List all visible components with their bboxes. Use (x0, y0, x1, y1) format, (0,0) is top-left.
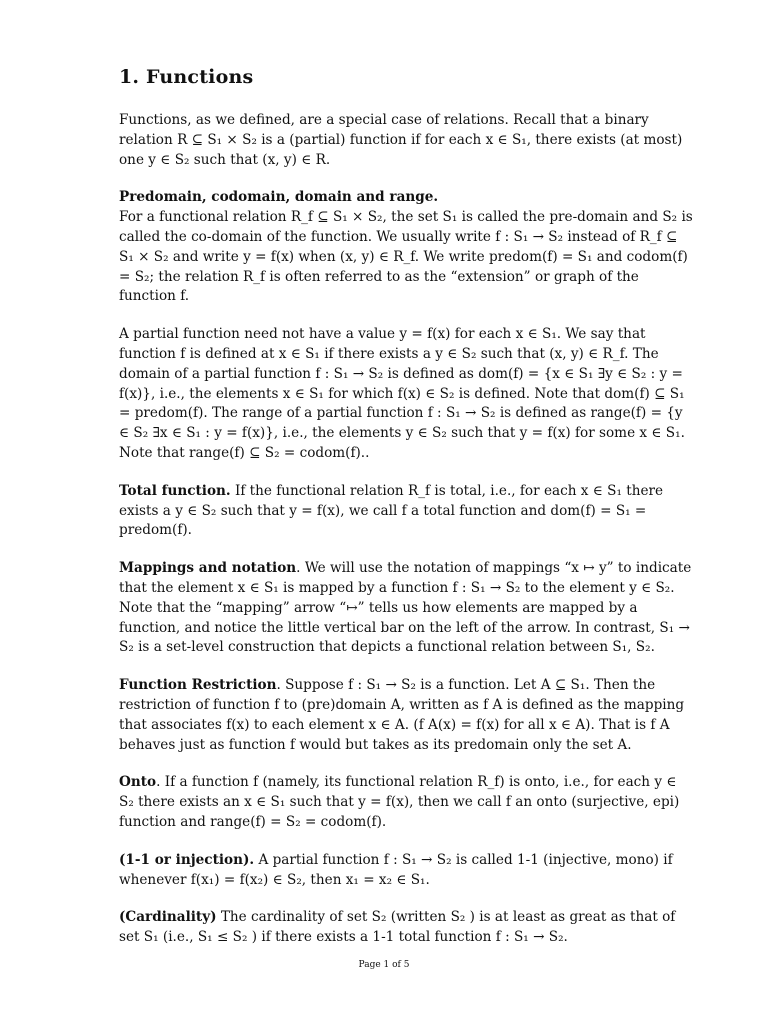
paragraph-restriction (119, 676, 694, 755)
page-number: Page 1 of 5 (358, 960, 410, 970)
paragraph-predomain (119, 188, 694, 307)
paragraph-text: Functions, as we defined, are a special case of relations. Recall that a binary relation R ⊆ S₁ × S₂ is a (partial) function if for each x ∈ S₁, there exists (at most) one y ∈ S₂ such that (x, y) ∈ R. (119, 112, 683, 168)
paragraph-mappings (119, 559, 694, 658)
paragraph-partial-function (119, 325, 694, 464)
paragraph-text: For a functional relation R_f ⊆ S₁ × S₂, the set S₁ is called the pre-domain and S₂ is called the co-domain of the function. We usually write f : S₁ → S₂ instead of R_f ⊆ S₁ × S₂ and write y = f(x) when (x, y) ∈ R_f. We write predom(f) = S₁ and codom(f) = S₂; the relation R_f is often referred to as the “extension” or graph of the function f. (119, 209, 693, 305)
paragraph-text: The cardinality of set S₂ (written S₂ ) is at least as great as that of set S₁ (i.e., S₁ ≤ S₂ ) if there exists a 1-1 total function f : S₁ → S₂. (119, 909, 676, 946)
paragraph-lead: (Cardinality) (119, 909, 217, 926)
paragraph-text: . We will use the notation of mappings “x ↦ y” to indicate that the element x ∈ S₁ is mapped by a function f : S₁ → S₂ to the element y ∈ S₂. Note that the “mapping” arrow “↦” tells us how elements are mapped by a function, and notice the little vertical bar on the left of the arrow. In contrast, S₁ → S₂ is a set-level construction that depicts a functional relation between S₁, S₂. (119, 560, 692, 656)
paragraph-onto (119, 773, 694, 832)
paragraph-lead: Predomain, codomain, domain and range. (119, 189, 439, 206)
paragraph-lead: Onto (119, 774, 157, 791)
paragraph-text: A partial function need not have a value y = f(x) for each x ∈ S₁. We say that function f is defined at x ∈ S₁ if there exists a y ∈ S₂ such that (x, y) ∈ R_f. The domain of a partial function f : S₁ → S₂ is defined as dom(f) = {x ∈ S₁ ∃y ∈ S₂ : y = f(x)}, i.e., the elements x ∈ S₁ for which f(x) ∈ S₂ is defined. Note that dom(f) ⊆ S₁ = predom(f). The range of a partial function f : S₁ → S₂ is defined as range(f) = {y ∈ S₂ ∃x ∈ S₁ : y = f(x)}, i.e., the elements y ∈ S₂ such that y = f(x) for some x ∈ S₁. Note that range(f) ⊆ S₂ = codom(f).. (119, 326, 685, 461)
paragraph-injection (119, 851, 694, 891)
paragraph-intro (119, 111, 694, 170)
paragraph-total-function (119, 482, 694, 541)
paragraph-lead: (1-1 or injection). (119, 851, 255, 868)
paragraph-text: . Suppose f : S₁ → S₂ is a function. Let A ⊆ S₁. Then the restriction of function f to (pre)domain A, written as f A is defined as the mapping that associates f(x) to each element x ∈ A. (f A(x) = f(x) for all x ∈ A). That is f A behaves just as function f would but takes as its predomain only the set A. (119, 677, 685, 753)
paragraph-lead: Total function. (119, 482, 231, 499)
document-page (119, 66, 694, 966)
page-title: 1. Functions (119, 66, 254, 88)
paragraph-lead: Mappings and notation (119, 560, 297, 577)
paragraph-lead: Function Restriction (119, 677, 277, 694)
paragraph-cardinality (119, 908, 694, 948)
paragraph-text: If the functional relation R_f is total, i.e., for each x ∈ S₁ there exists a y ∈ S₂ such that y = f(x), we call f a total function and dom(f) = S₁ = predom(f). (119, 482, 664, 539)
paragraph-text: . If a function f (namely, its functional relation R_f) is onto, i.e., for each y ∈ S₂ there exists an x ∈ S₁ such that y = f(x), then we call f an onto (surjective, epi) function and range(f) = S₂ = codom(f). (119, 774, 680, 830)
paragraph-text: A partial function f : S₁ → S₂ is called 1-1 (injective, mono) if whenever f(x₁) = f(x₂) ∈ S₂, then x₁ = x₂ ∈ S₁. (119, 851, 673, 888)
